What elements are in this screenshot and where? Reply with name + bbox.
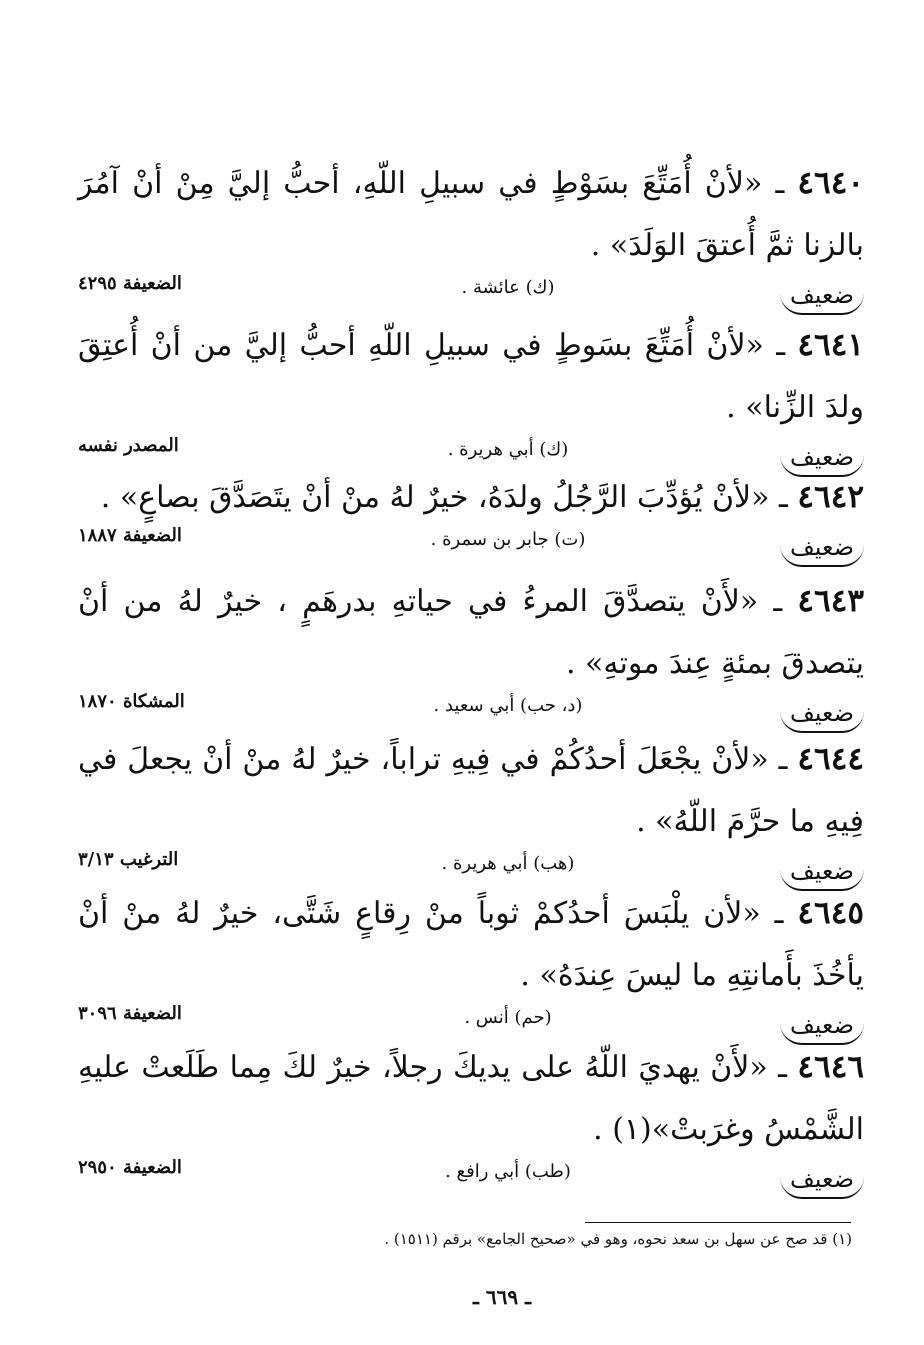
source-label: (هب) أبي هريرة . — [441, 853, 575, 874]
footnote-divider — [585, 1222, 851, 1223]
hadith-body: ـ «لأَنْ يتصدَّقَ المرءُ في حياتهِ بدرهَمٍ ، خيرٌ لهُ من أنْ يتصدقَ بمئةٍ عِندَ موتهِ» . — [78, 584, 864, 681]
source-label: (ت) جابر بن سمرة . — [430, 529, 586, 550]
hadith-number: ٤٦٤٦ — [797, 1049, 864, 1085]
reference-label: الضعيفة ١٨٨٧ — [78, 525, 182, 546]
reference-label: الترغيب ٣/١٣ — [78, 849, 179, 870]
source-label: (ك) عائشة . — [461, 277, 555, 298]
hadith-meta — [78, 1157, 864, 1211]
grade-label: ضعيف — [780, 1011, 864, 1045]
hadith-body: ـ «لأَنْ يهديَ اللّهُ على يديكَ رجلاً، خيرٌ لكَ مِما طَلَعتْ عليهِ الشَّمْسُ وغرَبتْ»(١) . — [78, 1050, 864, 1147]
source-label: (طب) أبي رافع . — [445, 1161, 571, 1182]
hadith-entry-4641 — [78, 314, 864, 489]
hadith-number: ٤٦٤٣ — [797, 583, 864, 619]
reference-label: المصدر نفسه — [78, 435, 179, 456]
hadith-entry-4645 — [78, 882, 864, 1057]
hadith-entry-4643 — [78, 570, 864, 745]
reference-label: الضعيفة ٣٠٩٦ — [78, 1003, 182, 1024]
hadith-number: ٤٦٤٥ — [797, 895, 864, 931]
grade-label: ضعيف — [780, 533, 864, 567]
hadith-body: ـ «لأنْ أُمَتِّعَ بسَوْطٍ في سبيلِ اللّهِ، أحبُّ إليَّ مِنْ أنْ آمُرَ بالزنا ثمَّ أُعتقَ الوَلَدَ» . — [78, 166, 864, 263]
grade-label: ضعيف — [780, 699, 864, 733]
hadith-text — [78, 728, 864, 853]
hadith-entry-4642 — [78, 466, 864, 579]
grade-label: ضعيف — [780, 1165, 864, 1199]
hadith-text — [78, 570, 864, 695]
hadith-number: ٤٦٤٤ — [797, 741, 864, 777]
hadith-text — [78, 1036, 864, 1161]
reference-label: الضعيفة ٢٩٥٠ — [78, 1157, 182, 1178]
hadith-entry-4640 — [78, 152, 864, 327]
source-label: (حم) أنس . — [464, 1007, 552, 1028]
hadith-text — [78, 466, 864, 529]
footnote: (١) قد صح عن سهل بن سعد نحوه، وهو في «صحيح الجامع» برقم (١٥١١) . — [384, 1230, 852, 1248]
hadith-text — [78, 152, 864, 277]
grade-label: ضعيف — [780, 443, 864, 477]
hadith-body: ـ «لأنْ يجْعَلَ أحدُكُمْ في فِيهِ تراباً، خيرٌ لهُ منْ أنْ يجعلَ في فِيهِ ما حرَّمَ اللّهُ» . — [78, 742, 864, 839]
hadith-number: ٤٦٤١ — [797, 327, 864, 363]
hadith-entry-4644 — [78, 728, 864, 903]
hadith-entry-4646 — [78, 1036, 864, 1211]
reference-label: المشكاة ١٨٧٠ — [78, 691, 185, 712]
hadith-text — [78, 882, 864, 1007]
hadith-body: ـ «لأنْ يُؤدِّبَ الرَّجُلُ ولدَهُ، خيرٌ لهُ منْ أنْ يتَصَدَّقَ بصاعٍ» . — [100, 480, 798, 515]
grade-label: ضعيف — [780, 281, 864, 315]
hadith-number: ٤٦٤٢ — [797, 479, 864, 515]
page-number: ـ ٦٦٩ ـ — [473, 1285, 531, 1309]
hadith-body: ـ «لأن يلْبَسَ أحدُكمْ ثوباً منْ رِقاعٍ شَتَّى، خيرٌ لهُ منْ أنْ يأخُذَ بأَمانتِهِ ما ليسَ عِندَهُ» . — [78, 896, 864, 993]
hadith-body: ـ «لأنْ أُمَتِّعَ بسَوطٍ في سبيلِ اللّهِ أحبُّ إليَّ من أنْ أُعتِقَ ولدَ الزِّنا» . — [78, 328, 864, 425]
reference-label: الضعيفة ٤٢٩٥ — [78, 273, 182, 294]
hadith-number: ٤٦٤٠ — [797, 165, 864, 201]
source-label: (ك) أبي هريرة . — [447, 439, 569, 460]
grade-label: ضعيف — [780, 857, 864, 891]
source-label: (د، حب) أبي سعيد . — [433, 695, 583, 716]
hadith-text — [78, 314, 864, 439]
